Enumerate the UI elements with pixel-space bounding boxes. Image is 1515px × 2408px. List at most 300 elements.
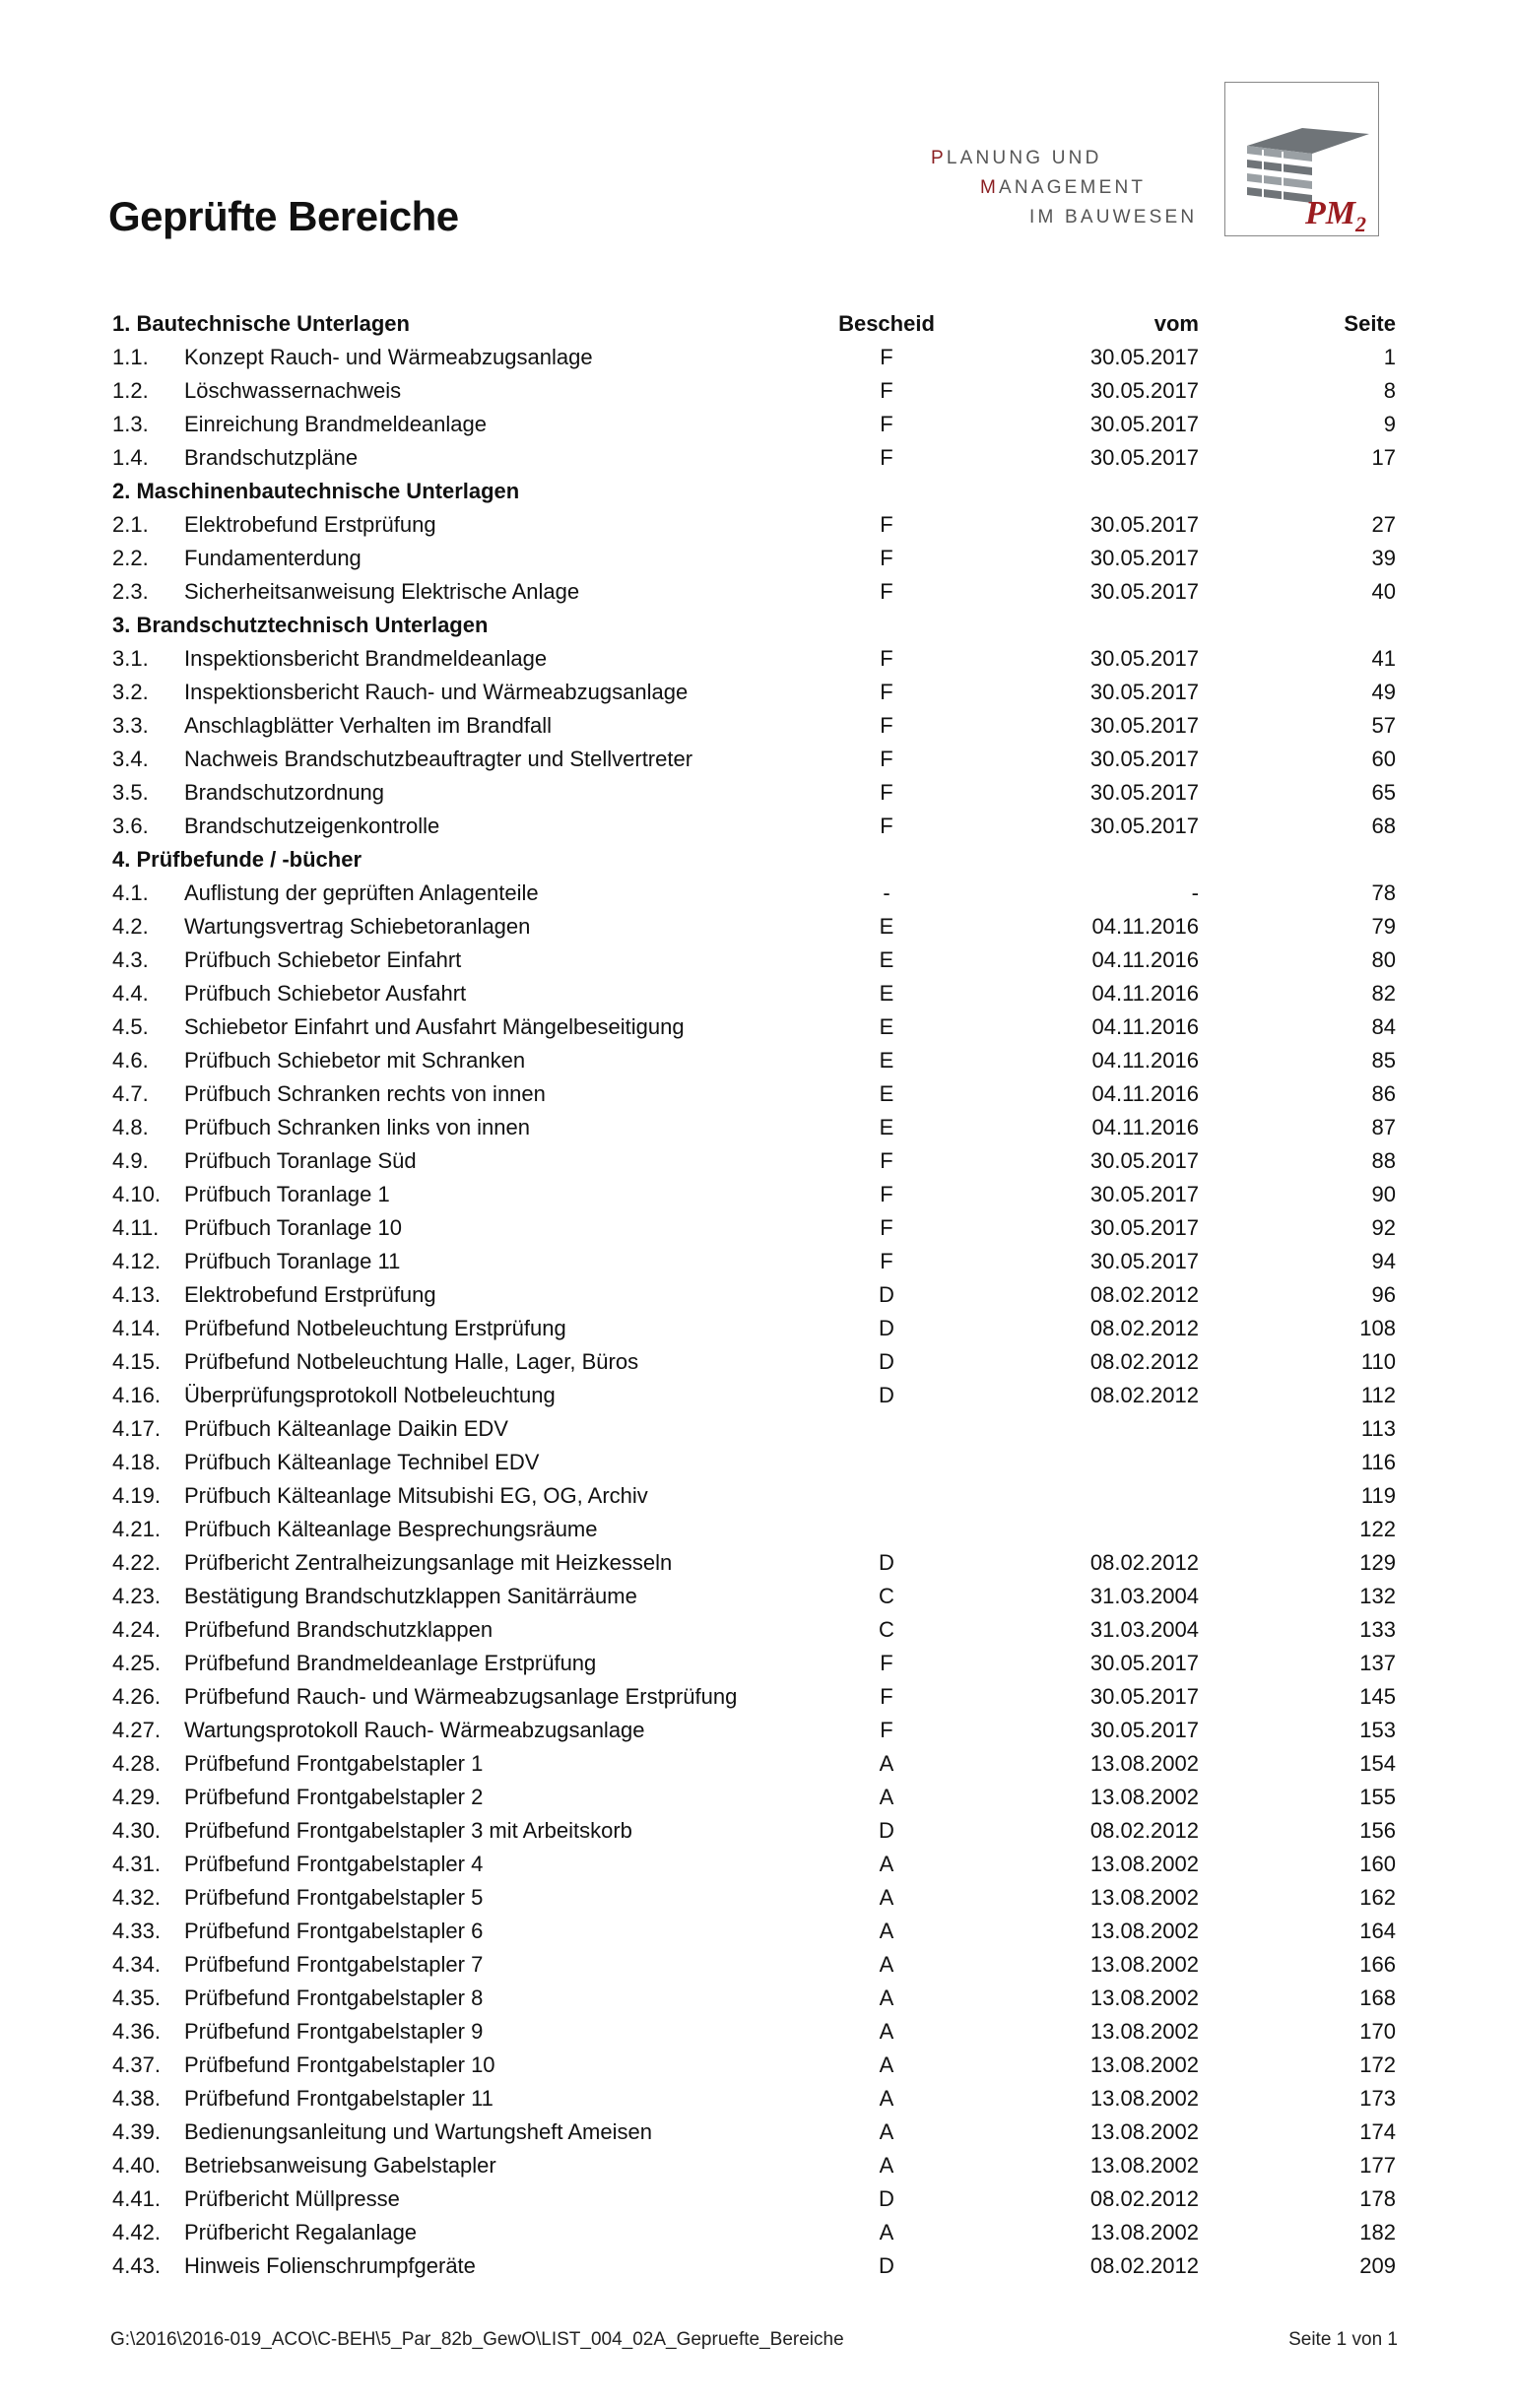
row-date: 30.05.2017 [1089,1249,1199,1273]
table-row [0,508,1515,542]
row-page: 112 [1360,1383,1396,1407]
row-bescheid: F [880,378,893,403]
row-page: 129 [1359,1550,1396,1575]
table-row [0,1278,1515,1312]
row-page: 172 [1359,2052,1396,2077]
table-row [0,709,1515,743]
logo-monogram [1305,195,1366,237]
row-date: 30.05.2017 [1089,713,1199,738]
table-row [0,408,1515,441]
row-label: Prüfbuch Schranken rechts von innen [184,1081,546,1106]
table-row [0,877,1515,910]
row-page: 173 [1359,2086,1396,2111]
row-label: Prüfbuch Kälteanlage Besprechungsräume [184,1517,598,1541]
header-seite: Seite [1344,311,1396,336]
row-bescheid: - [883,880,890,905]
row-number: 3.2. [112,680,149,704]
row-bescheid: F [880,1148,893,1173]
row-bescheid: F [880,713,893,738]
table-row [0,642,1515,676]
row-date: 30.05.2017 [1089,579,1199,604]
row-date: 30.05.2017 [1089,814,1199,838]
row-date: 08.02.2012 [1089,2186,1199,2211]
row-bescheid: F [880,780,893,805]
section-row [0,475,1515,508]
row-label: Prüfbefund Frontgabelstapler 10 [184,2052,495,2077]
row-bescheid: E [879,914,894,939]
row-date: 13.08.2002 [1089,1785,1199,1809]
row-label: Prüfbefund Frontgabelstapler 11 [184,2086,494,2111]
table-row [0,1747,1515,1781]
row-number: 4.35. [112,1985,161,2010]
row-page: 68 [1371,814,1396,838]
table-row [0,1211,1515,1245]
row-bescheid: F [880,747,893,771]
row-number: 4.42. [112,2220,161,2245]
row-date: 04.11.2016 [1091,914,1199,939]
row-label: Prüfbefund Frontgabelstapler 9 [184,2019,484,2044]
section-title: 4. Prüfbefunde / -bücher [112,847,362,872]
row-label: Nachweis Brandschutzbeauftragter und Stellvertreter [184,747,693,771]
row-date: 04.11.2016 [1091,981,1199,1006]
row-page: 40 [1371,579,1396,604]
row-number: 3.3. [112,713,149,738]
row-label: Sicherheitsanweisung Elektrische Anlage [184,579,580,604]
row-label: Prüfbefund Frontgabelstapler 5 [184,1885,484,1910]
row-bescheid: E [879,947,894,972]
row-number: 4.41. [112,2186,161,2211]
row-date: 08.02.2012 [1089,1818,1199,1843]
row-label: Konzept Rauch- und Wärmeabzugsanlage [184,345,593,369]
table-row [0,542,1515,575]
row-bescheid: F [880,1215,893,1240]
row-date: 30.05.2017 [1089,378,1199,403]
row-date: 13.08.2002 [1089,1885,1199,1910]
section-row [0,843,1515,877]
row-date: 13.08.2002 [1089,2052,1199,2077]
table-row [0,1345,1515,1379]
row-bescheid: A [879,1919,894,1943]
row-date: 13.08.2002 [1089,2220,1199,2245]
row-date: 13.08.2002 [1089,1751,1199,1776]
row-number: 4.24. [112,1617,161,1642]
row-page: 174 [1359,2119,1396,2144]
row-number: 4.43. [112,2253,161,2278]
row-bescheid: A [879,2086,894,2111]
row-page: 27 [1371,512,1396,537]
row-date: 13.08.2002 [1089,1919,1199,1943]
footer-file-path: G:\2016\2016-019_ACO\C-BEH\5_Par_82b_GewO\LIST_004_02A_Gepruefte_Bereiche [110,2329,844,2350]
row-page: 86 [1371,1081,1396,1106]
table-row [0,1680,1515,1714]
row-date: 13.08.2002 [1089,1952,1199,1977]
row-label: Prüfbuch Toranlage 1 [184,1182,390,1206]
table-row [0,1546,1515,1580]
row-label: Brandschutzeigenkontrolle [184,814,440,838]
row-date: 30.05.2017 [1089,1718,1199,1742]
row-page: 170 [1359,2019,1396,2044]
row-number: 2.1. [112,512,149,537]
row-number: 4.31. [112,1852,161,1876]
table-row [0,1446,1515,1479]
row-bescheid: F [880,579,893,604]
section-title: 2. Maschinenbautechnische Unterlagen [112,479,520,503]
row-label: Prüfbefund Rauch- und Wärmeabzugsanlage Erstprüfung [184,1684,738,1709]
row-page: 156 [1359,1818,1396,1843]
row-number: 4.25. [112,1651,161,1675]
table-row [0,1848,1515,1881]
row-page: 65 [1371,780,1396,805]
table-row [0,1513,1515,1546]
row-number: 4.10. [112,1182,161,1206]
row-number: 4.17. [112,1416,161,1441]
row-bescheid: F [880,646,893,671]
row-number: 4.11. [112,1215,160,1240]
row-page: 82 [1371,981,1396,1006]
row-page: 132 [1359,1584,1396,1608]
row-bescheid: A [879,2220,894,2245]
table-row [0,1580,1515,1613]
row-label: Prüfbefund Frontgabelstapler 1 [184,1751,484,1776]
row-page: 122 [1359,1517,1396,1541]
row-label: Prüfbuch Schiebetor Ausfahrt [184,981,467,1006]
row-bescheid: C [879,1617,894,1642]
row-date: 30.05.2017 [1089,747,1199,771]
row-bescheid: A [879,1985,894,2010]
row-number: 3.4. [112,747,149,771]
row-number: 1.4. [112,445,149,470]
row-label: Überprüfungsprotokoll Notbeleuchtung [184,1383,556,1407]
inspected-areas-table [0,307,1515,2283]
row-date: - [1191,880,1199,905]
row-label: Prüfbefund Frontgabelstapler 8 [184,1985,484,2010]
row-date: 30.05.2017 [1089,412,1199,436]
table-row [0,810,1515,843]
row-page: 164 [1359,1919,1396,1943]
row-page: 90 [1371,1182,1396,1206]
table-row [0,1781,1515,1814]
row-date: 30.05.2017 [1089,646,1199,671]
table-row [0,1010,1515,1044]
row-date: 30.05.2017 [1089,1182,1199,1206]
company-logo-text [931,144,1197,232]
row-page: 166 [1359,1952,1396,1977]
header-section: 1. Bautechnische Unterlagen [112,311,410,336]
row-page: 162 [1359,1885,1396,1910]
row-label: Bestätigung Brandschutzklappen Sanitärräume [184,1584,637,1608]
row-bescheid: D [879,1349,894,1374]
row-page: 1 [1383,345,1396,369]
table-row [0,1881,1515,1915]
row-label: Brandschutzpläne [184,445,359,470]
row-label: Wartungsprotokoll Rauch- Wärmeabzugsanlage [184,1718,645,1742]
row-bescheid: F [880,1249,893,1273]
row-page: 80 [1371,947,1396,972]
logo-initial-p: P [931,148,947,168]
row-number: 4.5. [112,1014,149,1039]
row-number: 4.6. [112,1048,149,1073]
row-date: 13.08.2002 [1089,1852,1199,1876]
row-bescheid: A [879,1885,894,1910]
row-number: 4.26. [112,1684,161,1709]
row-bescheid: D [879,1316,894,1340]
row-number: 4.38. [112,2086,161,2111]
row-label: Prüfbuch Toranlage 10 [184,1215,402,1240]
row-date: 08.02.2012 [1089,2253,1199,2278]
row-bescheid: D [879,1550,894,1575]
row-label: Prüfbefund Brandschutzklappen [184,1617,494,1642]
row-date: 30.05.2017 [1089,1215,1199,1240]
row-page: 177 [1359,2153,1396,2178]
row-bescheid: E [879,1014,894,1039]
row-page: 87 [1371,1115,1396,1139]
row-page: 8 [1383,378,1396,403]
row-bescheid: F [880,1182,893,1206]
row-date: 30.05.2017 [1089,512,1199,537]
table-row [0,374,1515,408]
row-date: 08.02.2012 [1089,1282,1199,1307]
row-label: Brandschutzordnung [184,780,385,805]
row-date: 30.05.2017 [1089,345,1199,369]
row-label: Bedienungsanleitung und Wartungsheft Ameisen [184,2119,652,2144]
row-page: 60 [1371,747,1396,771]
row-label: Elektrobefund Erstprüfung [184,512,436,537]
section-title: 3. Brandschutztechnisch Unterlagen [112,613,489,637]
row-number: 4.15. [112,1349,161,1374]
row-page: 178 [1359,2186,1396,2211]
logo-line-3: IM BAUWESEN [1029,207,1198,228]
row-page: 116 [1360,1450,1396,1474]
row-number: 3.5. [112,780,149,805]
row-page: 209 [1359,2253,1396,2278]
table-row [0,341,1515,374]
row-bescheid: F [880,445,893,470]
row-label: Hinweis Folienschrumpfgeräte [184,2253,476,2278]
row-date: 31.03.2004 [1089,1617,1199,1642]
row-date: 04.11.2016 [1091,1048,1199,1073]
row-number: 1.3. [112,412,149,436]
row-label: Schiebetor Einfahrt und Ausfahrt Mängelbeseitigung [184,1014,685,1039]
table-row [0,2149,1515,2182]
row-number: 4.18. [112,1450,161,1474]
row-date: 13.08.2002 [1089,2086,1199,2111]
row-page: 137 [1359,1651,1396,1675]
table-row [0,977,1515,1010]
row-label: Prüfbuch Kälteanlage Mitsubishi EG, OG, Archiv [184,1483,648,1508]
row-number: 4.16. [112,1383,161,1407]
row-number: 4.27. [112,1718,161,1742]
row-bescheid: F [880,1651,893,1675]
row-number: 4.30. [112,1818,161,1843]
row-label: Prüfbefund Frontgabelstapler 3 mit Arbeitskorb [184,1818,632,1843]
footer-page-info: Seite 1 von 1 [1288,2329,1398,2350]
table-row [0,1077,1515,1111]
table-row [0,1379,1515,1412]
row-label: Wartungsvertrag Schiebetoranlagen [184,914,531,939]
row-label: Prüfbefund Frontgabelstapler 4 [184,1852,484,1876]
row-date: 30.05.2017 [1089,445,1199,470]
row-page: 57 [1371,713,1396,738]
table-row [0,2216,1515,2249]
row-date: 31.03.2004 [1089,1584,1199,1608]
row-label: Prüfbefund Notbeleuchtung Halle, Lager, Büros [184,1349,639,1374]
table-row [0,575,1515,609]
row-number: 4.9. [112,1148,149,1173]
row-number: 4.40. [112,2153,161,2178]
row-number: 4.3. [112,947,149,972]
table-row [0,1245,1515,1278]
row-page: 85 [1371,1048,1396,1073]
row-label: Prüfbefund Frontgabelstapler 7 [184,1952,484,1977]
table-row [0,1144,1515,1178]
row-bescheid: D [879,1818,894,1843]
row-number: 4.23. [112,1584,161,1608]
row-number: 4.36. [112,2019,161,2044]
row-bescheid: A [879,1852,894,1876]
table-row [0,1982,1515,2015]
table-header [0,307,1515,341]
row-bescheid: A [879,2052,894,2077]
row-date: 08.02.2012 [1089,1349,1199,1374]
row-date: 08.02.2012 [1089,1383,1199,1407]
row-bescheid: A [879,1751,894,1776]
row-bescheid: A [879,1952,894,1977]
row-bescheid: D [879,2253,894,2278]
row-page: 9 [1383,412,1396,436]
row-page: 78 [1371,880,1396,905]
table-row [0,1412,1515,1446]
row-number: 4.28. [112,1751,161,1776]
row-date: 13.08.2002 [1089,2119,1199,2144]
row-bescheid: D [879,1282,894,1307]
row-label: Prüfbefund Frontgabelstapler 2 [184,1785,484,1809]
row-label: Anschlagblätter Verhalten im Brandfall [184,713,552,738]
row-label: Prüfbericht Zentralheizungsanlage mit Heizkesseln [184,1550,673,1575]
row-page: 88 [1371,1148,1396,1173]
row-page: 108 [1359,1316,1396,1340]
row-number: 4.4. [112,981,149,1006]
row-page: 96 [1371,1282,1396,1307]
row-page: 41 [1371,646,1396,671]
row-number: 4.39. [112,2119,161,2144]
row-page: 153 [1359,1718,1396,1742]
row-bescheid: C [879,1584,894,1608]
row-bescheid: F [880,345,893,369]
row-number: 4.32. [112,1885,161,1910]
row-number: 3.6. [112,814,149,838]
row-bescheid: F [880,512,893,537]
row-page: 160 [1359,1852,1396,1876]
table-row [0,1044,1515,1077]
row-page: 133 [1359,1617,1396,1642]
row-date: 04.11.2016 [1091,1081,1199,1106]
row-page: 84 [1371,1014,1396,1039]
row-bescheid: F [880,1684,893,1709]
row-bescheid: A [879,1785,894,1809]
row-bescheid: A [879,2019,894,2044]
table-row [0,776,1515,810]
row-bescheid: F [880,1718,893,1742]
table-row [0,910,1515,944]
row-bescheid: E [879,1081,894,1106]
row-number: 4.21. [112,1517,161,1541]
row-number: 4.37. [112,2052,161,2077]
row-date: 13.08.2002 [1089,2153,1199,2178]
row-number: 4.2. [112,914,149,939]
table-row [0,1178,1515,1211]
table-row [0,1613,1515,1647]
table-row [0,2015,1515,2049]
row-date: 30.05.2017 [1089,1684,1199,1709]
row-number: 1.1. [112,345,149,369]
table-row [0,2115,1515,2149]
logo-monogram-text: PM [1305,195,1355,231]
table-row [0,2082,1515,2115]
row-page: 17 [1371,445,1396,470]
table-row [0,1714,1515,1747]
row-number: 4.22. [112,1550,161,1575]
row-date: 30.05.2017 [1089,780,1199,805]
logo-line-2: ANAGEMENT [999,177,1147,198]
row-number: 3.1. [112,646,149,671]
row-label: Prüfbuch Kälteanlage Daikin EDV [184,1416,508,1441]
row-number: 4.14. [112,1316,161,1340]
row-date: 30.05.2017 [1089,1148,1199,1173]
table-row [0,1647,1515,1680]
table-row [0,2049,1515,2082]
row-bescheid: F [880,680,893,704]
row-bescheid: F [880,814,893,838]
row-date: 13.08.2002 [1089,1985,1199,2010]
row-page: 168 [1359,1985,1396,2010]
row-date: 04.11.2016 [1091,1014,1199,1039]
row-label: Löschwassernachweis [184,378,402,403]
row-label: Inspektionsbericht Brandmeldeanlage [184,646,548,671]
row-label: Elektrobefund Erstprüfung [184,1282,436,1307]
row-date: 13.08.2002 [1089,2019,1199,2044]
row-bescheid: E [879,981,894,1006]
row-page: 155 [1359,1785,1396,1809]
row-number: 4.34. [112,1952,161,1977]
logo-initial-m: M [980,177,1000,198]
row-bescheid: D [879,2186,894,2211]
row-number: 2.3. [112,579,149,604]
row-date: 04.11.2016 [1091,1115,1199,1139]
row-page: 110 [1360,1349,1396,1374]
row-number: 2.2. [112,546,149,570]
row-page: 119 [1360,1483,1396,1508]
row-page: 113 [1360,1416,1396,1441]
header-vom: vom [1153,311,1199,336]
row-number: 1.2. [112,378,149,403]
table-row [0,441,1515,475]
row-number: 4.7. [112,1081,149,1106]
row-label: Prüfbuch Schranken links von innen [184,1115,530,1139]
row-label: Prüfbefund Notbeleuchtung Erstprüfung [184,1316,566,1340]
row-page: 39 [1371,546,1396,570]
row-bescheid: E [879,1048,894,1073]
row-page: 92 [1371,1215,1396,1240]
row-label: Auflistung der geprüften Anlagenteile [184,880,539,905]
page-title: Geprüfte Bereiche [108,193,459,239]
row-number: 4.12. [112,1249,161,1273]
table-row [0,1312,1515,1345]
row-date: 30.05.2017 [1089,1651,1199,1675]
row-page: 182 [1359,2220,1396,2245]
header-bescheid: Bescheid [838,311,935,336]
row-date: 04.11.2016 [1091,947,1199,972]
row-label: Prüfbuch Toranlage Süd [184,1148,417,1173]
